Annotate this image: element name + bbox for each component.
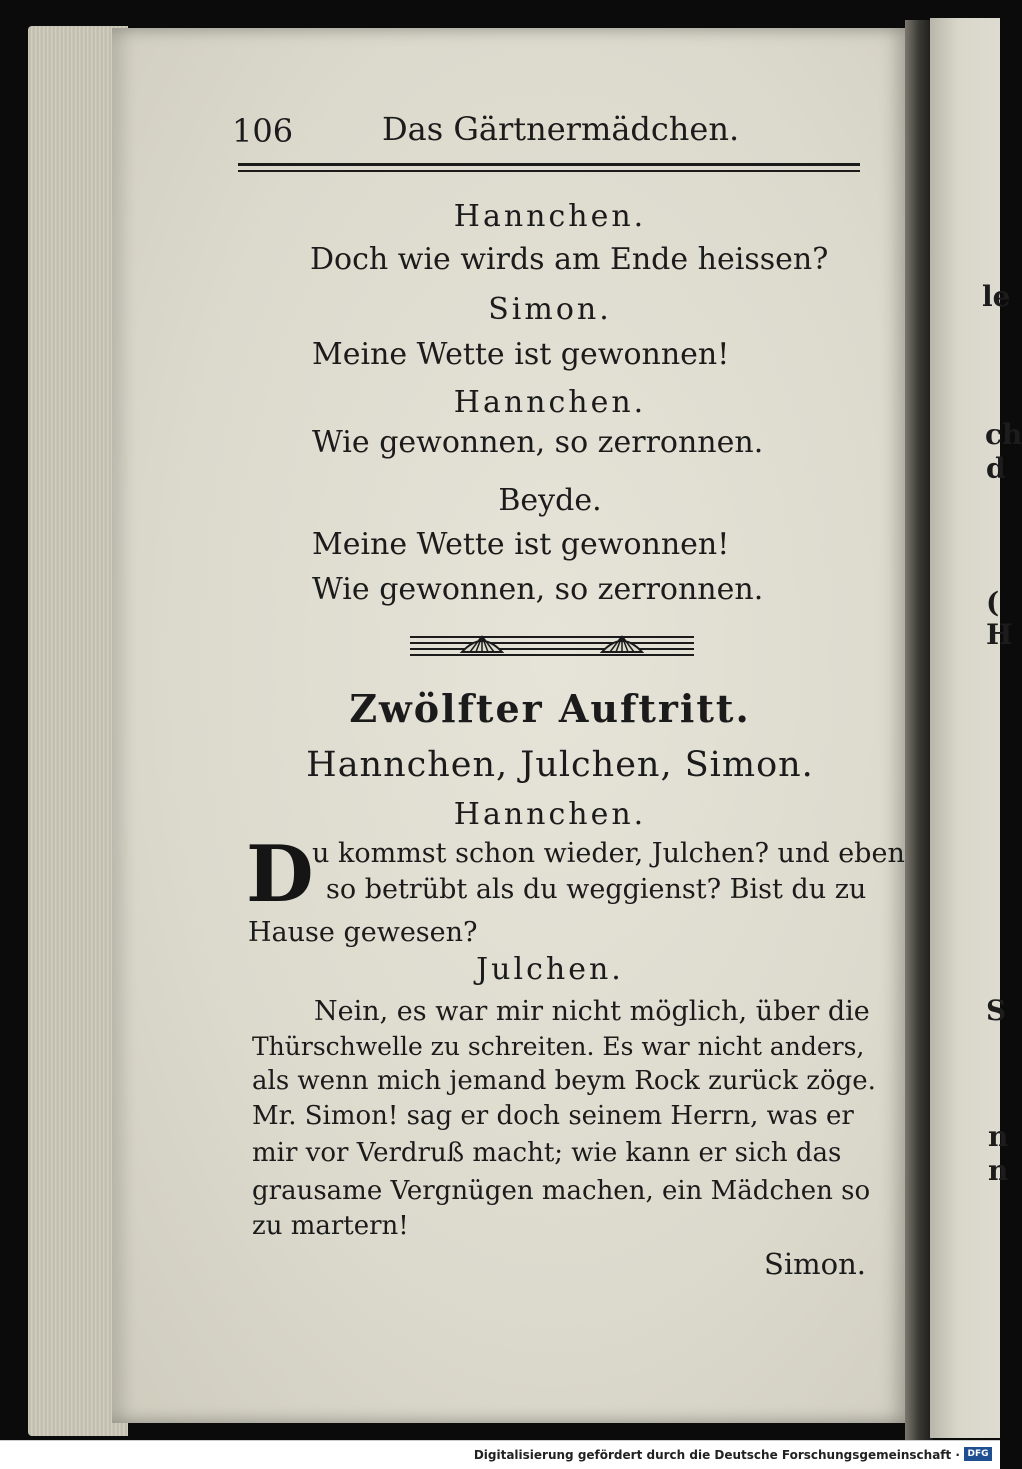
verse-line: Wie gewonnen, so zerronnen. xyxy=(312,425,764,460)
prose-line: Nein, es war mir nicht möglich, über die xyxy=(314,996,870,1027)
facing-page-fragment: ( xyxy=(986,586,1000,619)
verse-line: Wie gewonnen, so zerronnen. xyxy=(312,572,764,607)
speaker-label: Beyde. xyxy=(498,483,602,518)
footer-bar xyxy=(0,1440,1000,1469)
facing-page-fragment: ch xyxy=(985,418,1022,451)
facing-page-fragment: H xyxy=(986,618,1013,651)
facing-page-fragment: n xyxy=(988,1154,1009,1187)
scene-characters: Hannchen, Julchen, Simon. xyxy=(306,745,814,785)
prose-line: u kommst schon wieder, Julchen? und eben xyxy=(312,838,905,869)
header-rule xyxy=(238,163,860,172)
verse-line: Meine Wette ist gewonnen! xyxy=(312,527,730,562)
footer-credit: Digitalisierung gefördert durch die Deutsche Forschungsgemeinschaft · xyxy=(473,1448,960,1462)
prose-line: Hause gewesen? xyxy=(248,917,478,948)
speaker-label: Hannchen. xyxy=(453,797,647,832)
facing-page-fragment: le xyxy=(982,280,1011,313)
prose-line: als wenn mich jemand beym Rock zurück zöge. xyxy=(252,1066,876,1096)
facing-page-fragment: d xyxy=(986,452,1006,485)
scene-title: Zwölfter Auftritt. xyxy=(349,686,751,731)
verse-line: Meine Wette ist gewonnen! xyxy=(312,337,730,372)
speaker-label: Hannchen. xyxy=(453,385,647,420)
drop-capital: D xyxy=(246,829,314,920)
prose-line: so betrübt als du weggienst? Bist du zu xyxy=(326,874,867,905)
speaker-label: Simon. xyxy=(488,292,612,327)
page-number: 106 xyxy=(232,112,294,150)
prose-line: grausame Vergnügen machen, ein Mädchen so xyxy=(252,1176,871,1206)
running-title: Das Gärtnermädchen. xyxy=(382,110,740,148)
speaker-label: Julchen. xyxy=(476,952,624,987)
catchword: Simon. xyxy=(764,1247,866,1281)
dfg-logo: DFG xyxy=(964,1447,992,1461)
prose-line: Mr. Simon! sag er doch seinem Herrn, was er xyxy=(252,1101,854,1131)
prose-line: Thürschwelle zu schreiten. Es war nicht anders, xyxy=(252,1032,865,1061)
ornament-divider xyxy=(410,628,694,662)
prose-line: zu martern! xyxy=(252,1211,409,1241)
prose-line: mir vor Verdruß macht; wie kann er sich das xyxy=(252,1138,842,1168)
verse-line: Doch wie wirds am Ende heissen? xyxy=(310,242,829,277)
facing-page-fragment: n xyxy=(988,1120,1009,1153)
facing-page-fragment: S xyxy=(986,994,1007,1027)
speaker-label: Hannchen. xyxy=(453,199,647,234)
